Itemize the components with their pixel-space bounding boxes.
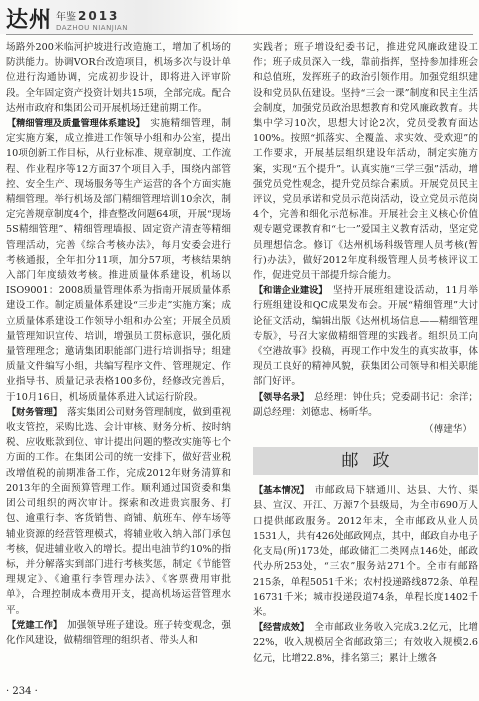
header-english: DAZHOU NIANJIAN	[56, 24, 128, 32]
paragraph-text: 场路外200米临河护坡进行改造施工，增加了机场的防洪能力。协调VOR台改造项目，机场多次与设计单位进行沟通协调，完成初步设计，即将进入评审阶段。全年固定资产投资计划共15项，全部完成。配合达州市政府和集团公司开展机场迁建前期工作。	[6, 42, 231, 114]
paragraph	[253, 40, 478, 283]
section-tag: 【财务管理】	[7, 406, 63, 418]
header-year: 2013	[78, 9, 120, 23]
section-tag: 【精细管理及质量管理体系建设】	[7, 118, 145, 130]
header-title: 达州	[6, 8, 53, 33]
paragraph-text: 实践者；班子增设纪委书记，推进党风廉政建设工作；班子成员深入一线，靠前指挥，坚持参加排班会和总值班，发挥班子的政治引领作用。加强党组织建设和党员队伍建设。坚持“三会一课”制度和民主生活会制度，加强党员政治思想教育和党风廉政教育。共集中学习10次，思想大讨论2次，党员受教育面达100%。按照“抓落实、全覆盖、求实效、受欢迎”的工作要求，开展基层组织建设年活动，制定实施方案，实现“五个提升”。认真实施“三学三强”活动，增强党员党性观念，提升党员综合素质。开展党员民主评议，党员承诺和党员示范岗活动，设立党员示范岗4个，完善和细化示范标准。开展社会主义核心价值观专题党课教育和“七一”爱国主义教育活动，坚定党员理想信念。修订《达州机场科级管理人员考核(暂行)办法》，做好2012年度科级管理人员考核评议工作，促进党员干部提升综合能力。	[253, 42, 478, 282]
section-tag: 【党建工作】	[7, 619, 63, 631]
section-tag: 【领导名录】	[254, 391, 310, 403]
page-number: · 234 ·	[6, 686, 38, 697]
section-tag: 【基本情况】	[254, 485, 310, 497]
paragraph	[253, 620, 478, 666]
right-column	[253, 40, 478, 666]
paragraph	[6, 618, 231, 648]
paragraph	[6, 116, 231, 405]
header-subtitle: 年鉴	[56, 12, 76, 23]
paragraph-text: 总经理：钟仕兵；党委副书记：余洋；副总经理：刘德忠、杨昕华。	[253, 391, 478, 418]
paragraph-text: 实施精细管理，制定实施方案，成立推进工作领导小组和办公室，提出10项创新工作目标，从行业标准、规章制度、工作流程、作业程序等12方面37个项目入手，围绕内部管控、安全生产、现场服务等生产运营的各个方面实施精细管理。举行机场及部门精细管理培训10余次，制定完善规章制度4个，排查整改问题64项，开展“现场5S精细管理”、精细管理墙报、固定资产清查等精细管理活动，完善《综合考核办法》，每月安委会进行考核通报，全年扣分11项，加分57项，考核结果纳入部门年度绩效考核。推进质量体系建设，机场以ISO9001：2008质量管理体系为指南开展质量体系建设工作。制定质量体系建设“三步走”实施方案；成立质量体系建设工作领导小组和办公室；开展全员质量管理知识宣传、培训，增强员工贯标意识，强化质量管理理念；邀请集团职能部门进行培训指导；组建质量文件编写小组，共编写程序文件、管理规定、作业指导书、质量记录表格100多份，经修改完善后，于10月16日，机场质量体系进入试运行阶段。	[6, 118, 231, 403]
paragraph	[6, 405, 231, 618]
section-heading-block	[253, 447, 478, 475]
paragraph	[253, 483, 478, 620]
header-divider	[6, 34, 473, 35]
section-tag: 【和谐企业建设】	[254, 285, 328, 297]
paragraph-text: 落实集团公司财务管理制度，做到重视收支管控，采购比选、会计审核、财务分析、按时纳税、应收账款到位、审计提出问题的整改实施等七个方面的工作。在集团公司的统一安排下，做好营业税改增值税的前期准备工作，完成2012年财务清算和2013年的全面预算管理工作。顺利通过国资委和集团公司组织的两次审计。探索和改进贵宾服务、打包、逾重行李、客货销售、商铺、航班车、停车场等辅业资源的经营管理模式，将辅业收入纳入部门承包考核，促进辅业收入的增长。提出电油节约10%的指标，并分解落实到部门进行考核奖惩，制定《节能管理规定》、《逾重行李管理办法》、《客票费用审批单》，合理控制成本费用开支，提高机场运营管理水平。	[6, 406, 231, 616]
section-tag: 【经营成效】	[254, 622, 310, 634]
author-signature: （傅建华）	[424, 424, 472, 436]
paragraph-text: 全市邮政业务收入完成3.2亿元，比增22%，收入规模居全省邮政第三；有效收入规模2.6亿元，比增22.8%，排名第三；累计上缴各	[253, 622, 478, 664]
paragraph-text: 加强领导班子建设。班子转变观念，强化作风建设，做精细管理的组织者、带头人和	[6, 619, 231, 646]
paragraph-text: 市邮政局下辖通川、达县、大竹、渠县、宣汉、开江、万源7个县级局，为全市690万人口提供邮政服务。2012年末，全市邮政从业人员1531人，共有426处邮政网点，其中，邮政自办电子化支局(所)173处，邮政储汇二类网点146处，邮政代办所253处，“三农”服务站271个。全市有邮路215条，单程5051千米；农村投递路线872条、单程16731千米；城市投递段道74条，单程长度1402千米。	[253, 485, 479, 618]
left-column	[6, 40, 231, 648]
paragraph	[6, 40, 231, 116]
paragraph	[253, 283, 478, 389]
paragraph	[253, 390, 478, 420]
section-heading: 邮政	[341, 450, 404, 471]
paragraph-text: 坚持开展班组建设活动，11月举行班组建设和QC成果发布会。开展“精细管理”大讨论征文活动，编辑出版《达州机场信息——精细管理专版》，号召大家做精细管理的实践者。组织员工向《空港故事》投稿，再现工作中发生的真实故事，体现员工良好的精神风貌，获集团公司领导和相关职能部门好评。	[253, 285, 478, 388]
